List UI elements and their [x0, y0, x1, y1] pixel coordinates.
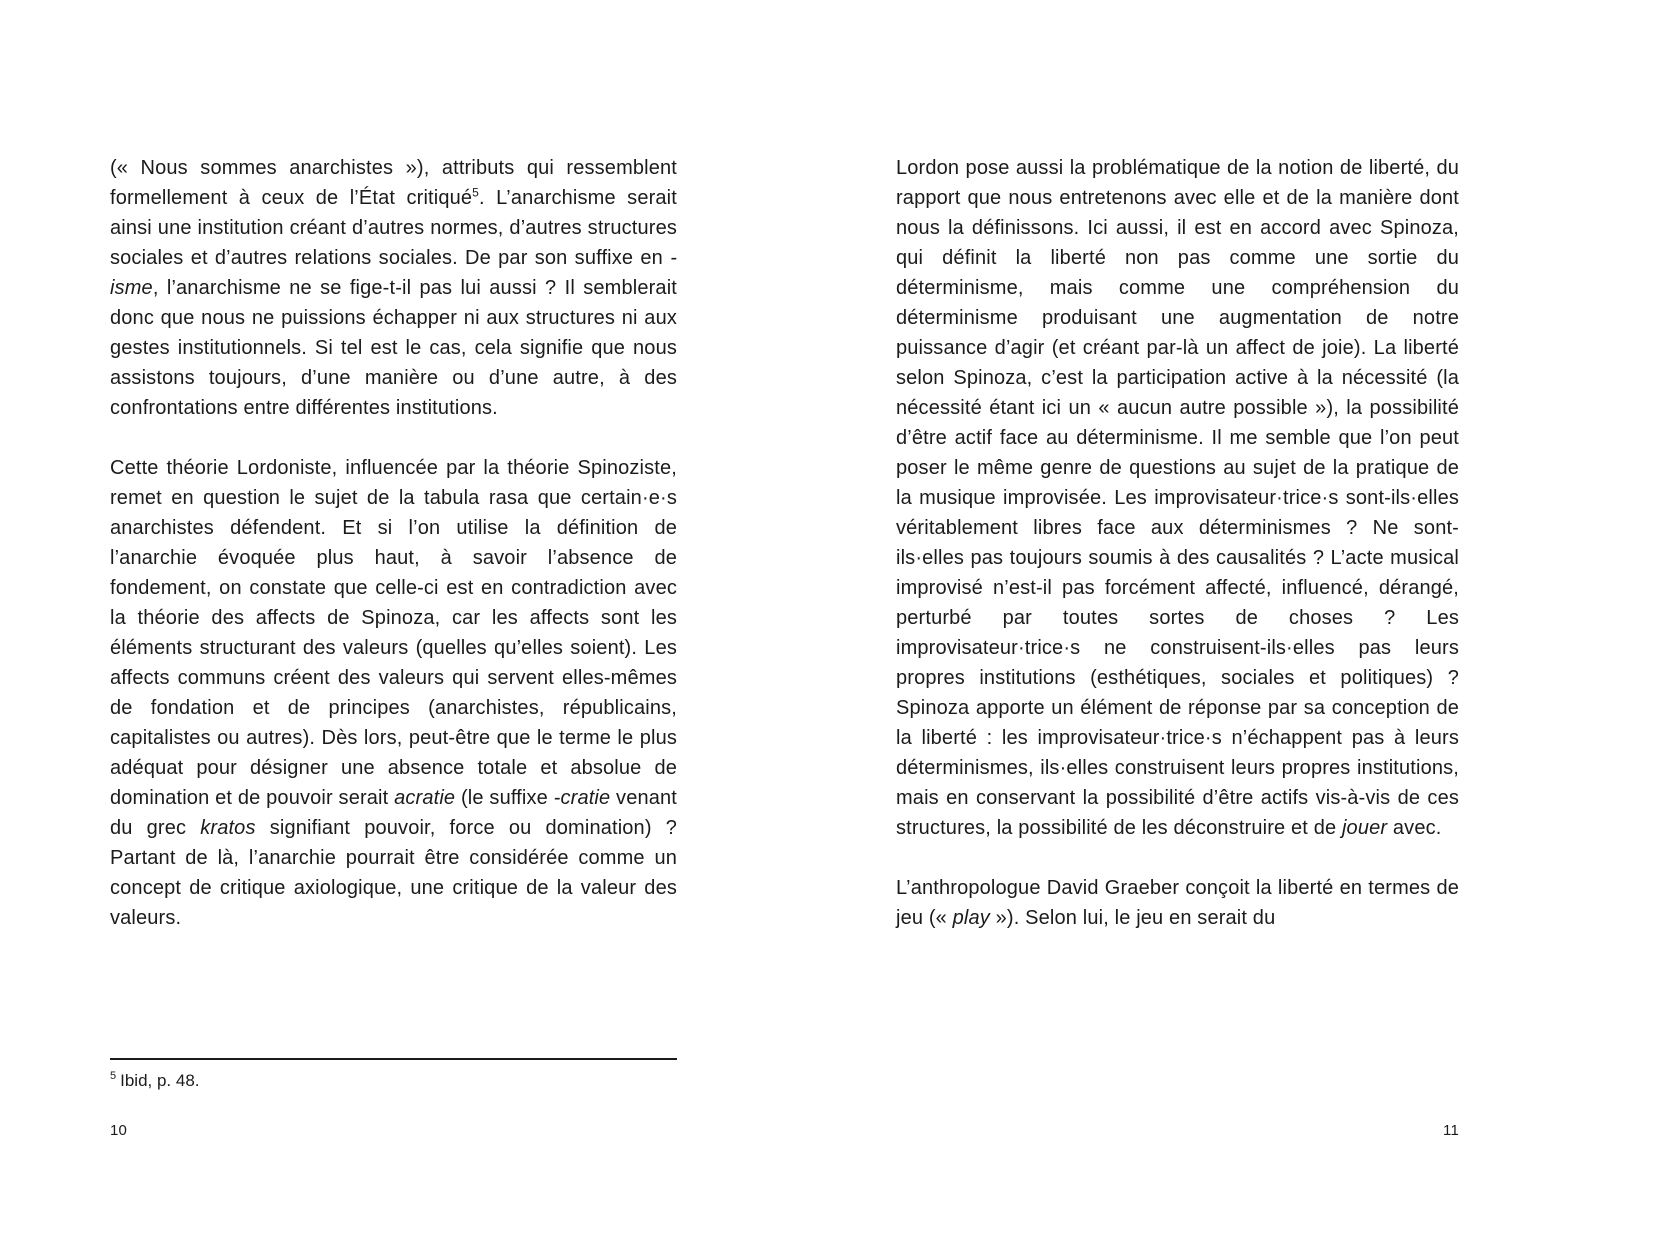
paragraph-lordon-spinoza-theory: Cette théorie Lordoniste, influencée par la théorie Spinoziste, remet en question le sujet de la tabula rasa que certain·e·s anarchistes défendent. Et si l’on utilise la définition de l’anarchie évoquée plus haut, à savoir l’absence de fondement, on constate que celle-ci est en contradiction avec la théorie des affects de Spinoza, car les affects sont les éléments structurant des valeurs (quelles qu’elles soient). Les affects communs créent des valeurs qui servent elles-mêmes de fondation et de principes (anarchistes, républicains, capitalistes ou autres). Dès lors, peut-être que le terme le plus adéquat pour désigner une absence totale et absolue de domination et de pouvoir serait acratie (le suffixe -cratie venant du grec kratos signifiant pouvoir, force ou domination) ? Partant de là, l’anarchie pourrait être considérée comme un concept de critique axiologique, une critique de la valeur des valeurs. — [110, 457, 678, 929]
footnote-text: Ibid, p. 48. — [120, 1071, 200, 1090]
footnote-marker: 5 — [110, 1070, 117, 1083]
paragraph-lordon-liberty-improvisation: Lordon pose aussi la problématique de la notion de liberté, du rapport que nous entretenons avec elle et de la manière dont nous la définissons. Ici aussi, il est en accord avec Spinoza, qui définit la liberté non pas comme une sortie du déterminisme, mais comme une compréhension du déterminisme produisant une augmentation de notre puissance d’agir (et créant par-là un affect de joie). La liberté selon Spinoza, c’est la participation active à la nécessité (la nécessité étant ici un « aucun autre possible »), la possibilité d’être actif face au déterminisme. Il me semble que l’on peut poser le même genre de questions au sujet de la pratique de la musique improvisée. Les improvisateur·trice·s sont-ils·elles véritablement libres face aux déterminismes ? Ne sont-ils·elles pas toujours soumis à des causalités ? L’acte musical improvisé n’est-il pas forcément affecté, influencé, dérangé, perturbé par toutes sortes de choses ? Les improvisateur·trice·s ne construisent-ils·elles pas leurs propres institutions (esthétiques, sociales et politiques) ? Spinoza apporte un élément de réponse par sa conception de la liberté : les improvisateur·trice·s n’échappent pas à leurs déterminismes, ils·elles construisent leurs propres institutions, mais en conservant la possibilité d’être actifs vis-à-vis de ces structures, la possibilité de les déconstruire et de jouer avec. — [896, 157, 1459, 839]
footnote-block — [110, 1058, 677, 1092]
page-number-left: 10 — [110, 1122, 128, 1139]
footnote-divider — [110, 1058, 677, 1060]
footnote — [110, 1070, 677, 1092]
right-text-column — [896, 153, 1459, 933]
paragraph-anarchism-institutions: (« Nous sommes anarchistes »), attributs qui ressemblent formellement à ceux de l’État critiqué$^5$. L’anarchisme serait ainsi une institution créant d’autres normes, d’autres structures sociales et d’autres relations sociales. De par son suffixe en -isme, l’anarchisme ne se fige-t-il pas lui aussi ? Il semblerait donc que nous ne puissions échapper ni aux structures ni aux gestes institutionnels. Si tel est le cas, cela signifie que nous assistons toujours, d’une manière ou d’une autre, à des confrontations entre différentes institutions. — [110, 157, 677, 419]
page-number-right: 11 — [1443, 1122, 1459, 1139]
paragraph-graeber-play: L’anthropologue David Graeber conçoit la liberté en termes de jeu (« play »). Selon lui, le jeu en serait du — [896, 877, 1459, 929]
left-text-column — [110, 153, 677, 933]
